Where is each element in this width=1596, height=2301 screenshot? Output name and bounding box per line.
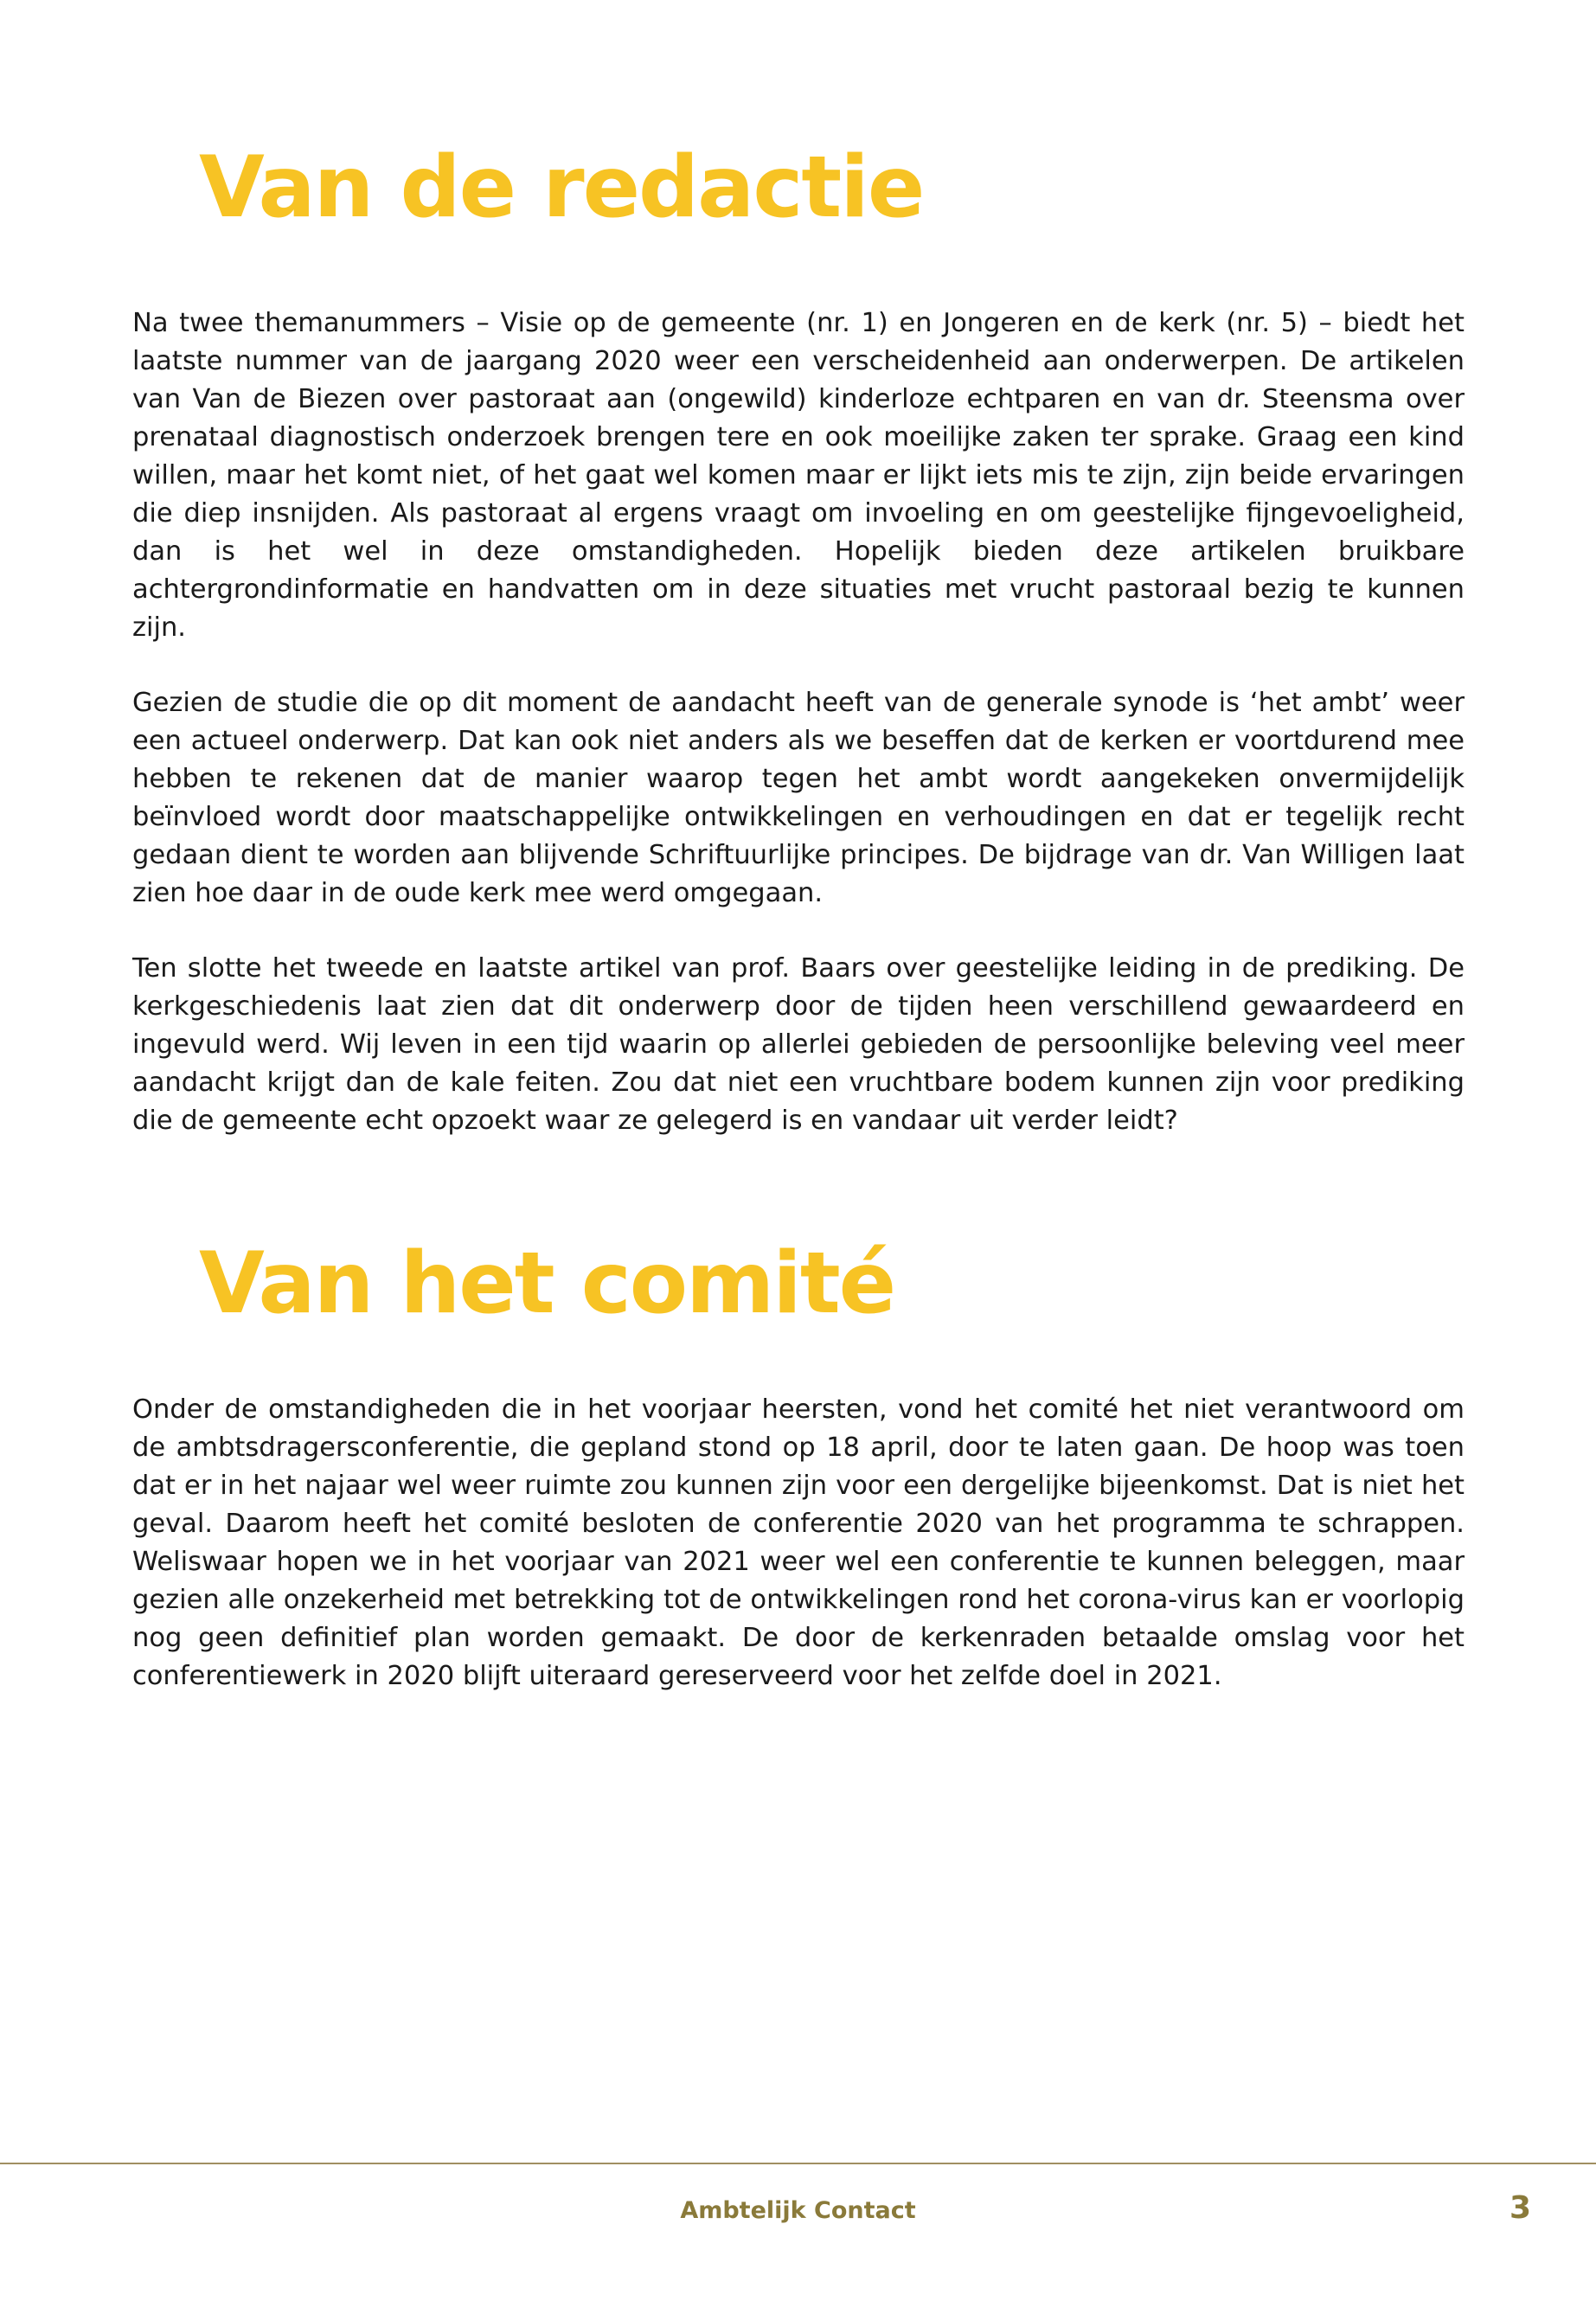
footer-divider bbox=[0, 2163, 1596, 2164]
page-number: 3 bbox=[1509, 2190, 1531, 2226]
paragraph: Onder de omstandigheden die in het voorjaar heersten, vond het comité het niet verantwoord om de ambtsdragersconferentie, die gepland stond op 18 april, door te laten gaan. De hoop was toen dat er in het najaar wel weer ruimte zou kunnen zijn voor een dergelijke bijeenkomst. Dat is niet het geval. Daarom heeft het comité besloten de conferentie 2020 van het programma te schrappen. Weliswaar hopen we in het voorjaar van 2021 weer wel een conferentie te kunnen beleggen, maar gezien alle onzekerheid met betrekking tot de ontwikkelingen rond het corona-virus kan er voorlopig nog geen definitief plan worden gemaakt. De door de kerkenraden betaalde omslag voor het conferentiewerk in 2020 blijft uiteraard gereserveerd voor het zelfde doel in 2021. bbox=[132, 1394, 1465, 1691]
section-title-redactie: Van de redactie bbox=[199, 138, 924, 237]
paragraph: Gezien de studie die op dit moment de aandacht heeft van de generale synode is ‘het ambt’ weer een actueel onderwerp. Dat kan ook niet anders als we beseffen dat de kerken er voortdurend mee hebben te rekenen dat de manier waarop tegen het ambt wordt aangekeken onvermijdelijk beïnvloed wordt door maatschappelijke ontwikkelingen en verhoudingen en dat er tegelijk recht gedaan dient te worden aan blijvende Schriftuurlijke principes. De bijdrage van dr. Van Willigen laat zien hoe daar in de oude kerk mee werd omgegaan. bbox=[132, 688, 1465, 908]
paragraph: Na twee themanummers – Visie op de gemeente (nr. 1) en Jongeren en de kerk (nr. 5) – biedt het laatste nummer van de jaargang 2020 weer een verscheidenheid aan onderwerpen. De artikelen van Van de Biezen over pastoraat aan (ongewild) kinderloze echtparen en van dr. Steensma over prenataal diagnostisch onderzoek brengen tere en ook moeilijke zaken ter sprake. Graag een kind willen, maar het komt niet, of het gaat wel komen maar er lijkt iets mis te zijn, zijn beide ervaringen die diep insnijden. Als pastoraat al ergens vraagt om invoeling en om geestelijke fijngevoeligheid, dan is het wel in deze omstandigheden. Hopelijk bieden deze artikelen bruikbare achtergrondinformatie en handvatten om in deze situaties met vrucht pastoraal bezig te kunnen zijn. bbox=[132, 308, 1465, 643]
section-comite-body bbox=[132, 1391, 1465, 1733]
section-title-comite: Van het comité bbox=[199, 1234, 895, 1333]
paragraph: Ten slotte het tweede en laatste artikel van prof. Baars over geestelijke leiding in de prediking. De kerkgeschiedenis laat zien dat dit onderwerp door de tijden heen verschillend gewaardeerd en ingevuld werd. Wij leven in een tijd waarin op allerlei gebieden de persoonlijke beleving veel meer aandacht krijgt dan de kale feiten. Zou dat niet een vruchtbare bodem kunnen zijn voor prediking die de gemeente echt opzoekt waar ze gelegerd is en vandaar uit verder leidt? bbox=[132, 953, 1465, 1136]
section-redactie-body bbox=[132, 304, 1465, 1177]
footer-publication-title: Ambtelijk Contact bbox=[680, 2197, 916, 2224]
